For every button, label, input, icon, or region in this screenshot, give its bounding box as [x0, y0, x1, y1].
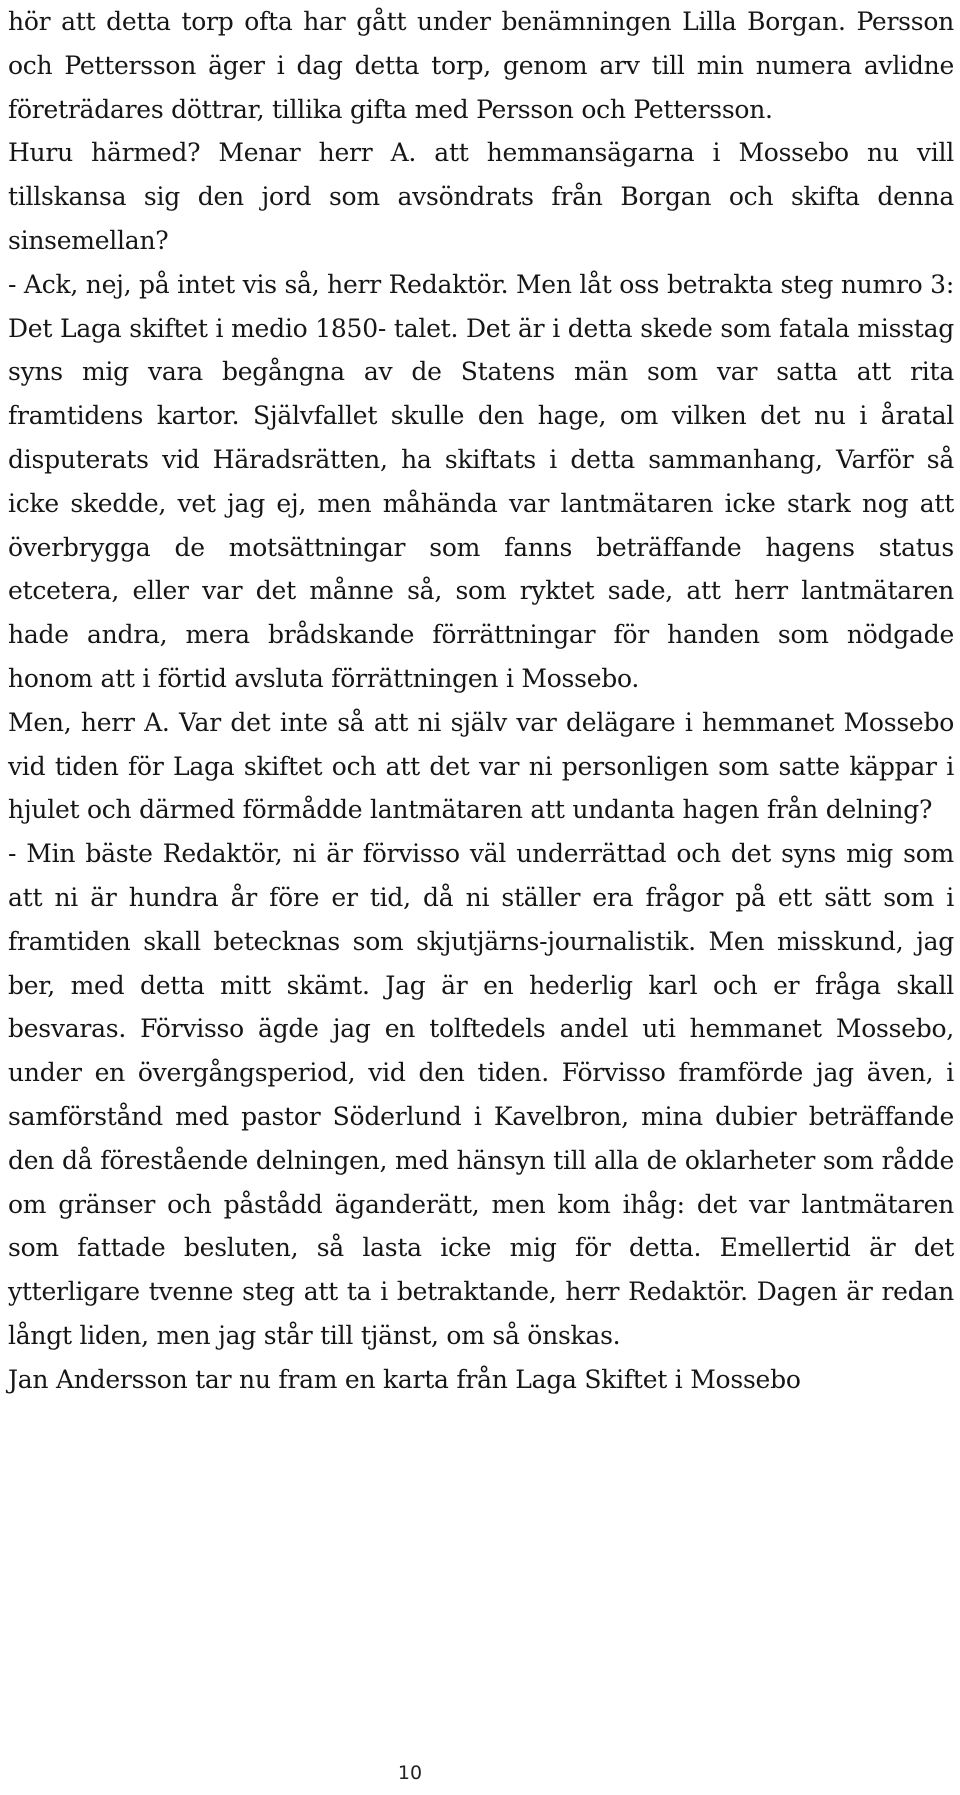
paragraph-5: - Min bäste Redaktör, ni är förvisso väl underrättad och det syns mig som att ni är hundra år före er tid, då ni ställer era frågor på ett sätt som i framtiden skall betecknas som skjutjärns-journalistik. Men misskund, jag ber, med detta mitt skämt. Jag är en hederlig karl och er fråga skall besvaras. Förvisso ägde jag en tolftedels andel uti hemmanet Mossebo, under en övergångsperiod, vid den tiden. Förvisso framförde jag även, i samförstånd med pastor Söderlund i Kavelbron, mina dubier beträffande den då förestående delningen, med hänsyn till alla de oklarheter som rådde om gränser och påstådd äganderätt, men kom ihåg: det var lantmätaren som fattade besluten, så lasta icke mig för detta. Emellertid är det ytterligare tvenne steg att ta i betraktande, herr Redaktör. Dagen är redan långt liden, men jag står till tjänst, om så önskas. — [8, 839, 954, 1350]
paragraph-2: Huru härmed? Menar herr A. att hemmansägarna i Mossebo nu vill tillskansa sig den jord som avsöndrats från Borgan och skifta denna sinsemellan? — [8, 138, 954, 255]
document-page — [8, 0, 954, 1402]
paragraph-4: Men, herr A. Var det inte så att ni själv var delägare i hemmanet Mossebo vid tiden för Laga skiftet och att det var ni personligen som satte käppar i hjulet och därmed förmådde lantmätaren att undanta hagen från delning? — [8, 707, 954, 825]
page-number: 10 — [397, 1762, 423, 1784]
paragraph-6: Jan Andersson tar nu fram en karta från Laga Skiftet i Mossebo — [8, 1364, 801, 1394]
paragraph-3: - Ack, nej, på intet vis så, herr Redaktör. Men låt oss betrakta steg numro 3: Det Laga skiftet i medio 1850- talet. Det är i detta skede som fatala misstag syns mig vara begångna av de Statens män som var satta att rita framtidens kartor. Självfallet skulle den hage, om vilken det nu i åratal disputerats vid Häradsrätten, ha skiftats i detta sammanhang, Varför så icke skedde, vet jag ej, men måhända var lantmätaren icke stark nog att överbrygga de motsättningar som fanns beträffande hagens status etcetera, eller var det månne så, som ryktet sade, att herr lantmätaren hade andra, mera brådskande förrättningar för handen som nödgade honom att i förtid avsluta förrättningen i Mossebo. — [8, 269, 955, 693]
paragraph-1: hör att detta torp ofta har gått under benämningen Lilla Borgan. Persson och Pettersson äger i dag detta torp, genom arv till min numera avlidne företrädares döttrar, tillika gifta med Persson och Pettersson. — [8, 7, 954, 124]
